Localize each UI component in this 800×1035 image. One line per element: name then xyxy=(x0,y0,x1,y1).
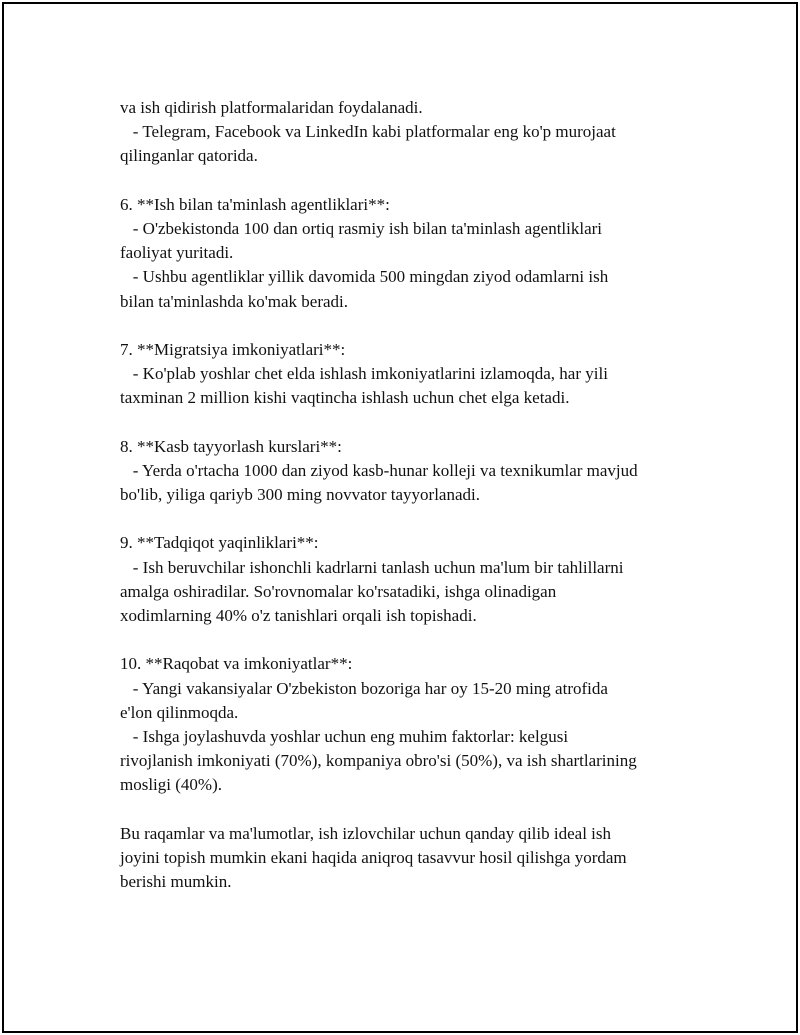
text-line: joyini topish mumkin ekani haqida aniqroq tasavvur hosil qilishga yordam xyxy=(120,847,627,867)
text-line: - Yangi vakansiyalar O'zbekiston bozoriga har oy 15-20 ming atrofida xyxy=(120,678,608,698)
paragraph-gap xyxy=(120,797,720,821)
paragraph-section-6 xyxy=(120,193,720,314)
section-heading: 10. **Raqobat va imkoniyatlar**: xyxy=(120,654,353,674)
paragraph-gap xyxy=(120,507,720,531)
text-line: Bu raqamlar va ma'lumotlar, ish izlovchilar uchun qanday qilib ideal ish xyxy=(120,823,611,843)
section-heading: 6. **Ish bilan ta'minlash agentliklari**: xyxy=(120,194,390,214)
text-line: - Yerda o'rtacha 1000 dan ziyod kasb-hunar kolleji va texnikumlar mavjud xyxy=(120,460,638,480)
text-line: xodimlarning 40% o'z tanishlari orqali ish topishadi. xyxy=(120,605,477,625)
paragraph-section-10 xyxy=(120,652,720,797)
paragraph-gap xyxy=(120,314,720,338)
text-line: e'lon qilinmoqda. xyxy=(120,702,239,722)
text-line: rivojlanish imkoniyati (70%), kompaniya obro'si (50%), va ish shartlarining xyxy=(120,751,637,771)
paragraph-gap xyxy=(120,410,720,434)
document-body xyxy=(120,96,720,894)
text-line: - Ushbu agentliklar yillik davomida 500 mingdan ziyod odamlarni ish xyxy=(120,267,609,287)
section-heading: 8. **Kasb tayyorlash kurslari**: xyxy=(120,436,342,456)
text-line: - Telegram, Facebook va LinkedIn kabi platformalar eng ko'p murojaat xyxy=(120,122,616,142)
text-line: bo'lib, yiliga qariyb 300 ming novvator tayyorlanadi. xyxy=(120,485,480,504)
text-line: - O'zbekistonda 100 dan ortiq rasmiy ish bilan ta'minlash agentliklari xyxy=(120,218,603,238)
text-line: bilan ta'minlashda ko'mak beradi. xyxy=(120,291,349,311)
section-heading: 9. **Tadqiqot yaqinliklari**: xyxy=(120,533,319,553)
text-line: berishi mumkin. xyxy=(120,872,232,891)
text-line: faoliyat yuritadi. xyxy=(120,243,234,263)
section-heading: 7. **Migratsiya imkoniyatlari**: xyxy=(120,339,346,359)
text-line: - Ko'plab yoshlar chet elda ishlash imkoniyatlarini izlamoqda, har yili xyxy=(120,364,608,384)
paragraph-section-8 xyxy=(120,435,720,508)
text-line: mosligi (40%). xyxy=(120,775,222,795)
text-line: va ish qidirish platformalaridan foydalanadi. xyxy=(120,98,423,117)
text-line: - Ish beruvchilar ishonchli kadrlarni tanlash uchun ma'lum bir tahlillarni xyxy=(120,557,624,577)
text-line: - Ishga joylashuvda yoshlar uchun eng muhim faktorlar: kelgusi xyxy=(120,726,569,746)
paragraph-gap xyxy=(120,169,720,193)
paragraph-gap xyxy=(120,628,720,652)
text-line: taxminan 2 million kishi vaqtincha ishlash uchun chet elga ketadi. xyxy=(120,388,570,408)
text-line: qilinganlar qatorida. xyxy=(120,146,258,166)
text-line: amalga oshiradilar. So'rovnomalar ko'rsatadiki, ishga olinadigan xyxy=(120,581,557,601)
paragraph-intro-continuation xyxy=(120,96,720,169)
paragraph-section-7 xyxy=(120,338,720,411)
paragraph-conclusion xyxy=(120,822,720,895)
paragraph-section-9 xyxy=(120,531,720,628)
page-frame xyxy=(2,2,798,1033)
